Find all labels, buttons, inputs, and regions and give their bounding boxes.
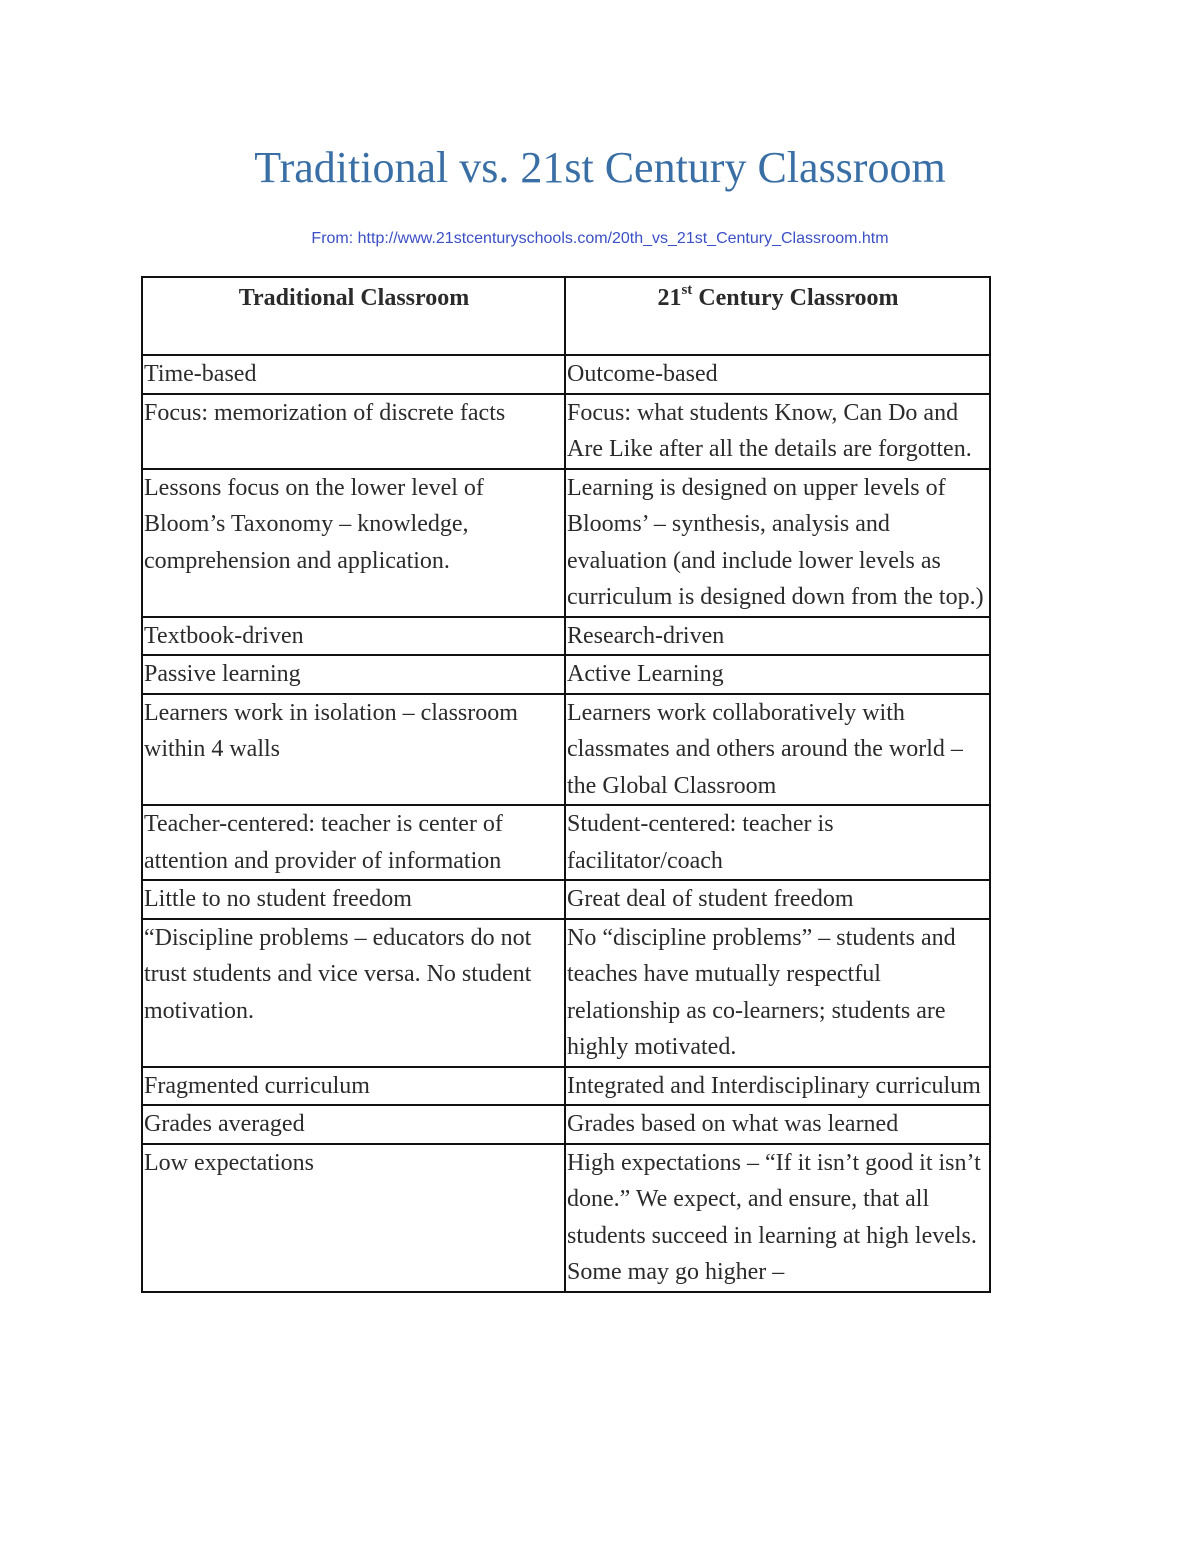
modern-cell: No “discipline problems” – students and teaches have mutually respectful relationship as co-learners; students are highly motivated. (565, 919, 990, 1067)
traditional-cell: Low expectations (142, 1144, 565, 1292)
table-row (142, 355, 990, 394)
header-traditional: Traditional Classroom (142, 277, 565, 355)
traditional-cell: Passive learning (142, 655, 565, 694)
modern-cell: Great deal of student freedom (565, 880, 990, 919)
modern-cell: Student-centered: teacher is facilitator/coach (565, 805, 990, 880)
source-label: From: (311, 230, 354, 247)
modern-cell: Grades based on what was learned (565, 1105, 990, 1144)
traditional-cell: Grades averaged (142, 1105, 565, 1144)
traditional-cell: Textbook-driven (142, 617, 565, 656)
modern-cell: Outcome-based (565, 355, 990, 394)
table-row (142, 1067, 990, 1106)
modern-cell: Learning is designed on upper levels of Blooms’ – synthesis, analysis and evaluation (and include lower levels as curriculum is designed down from the top.) (565, 469, 990, 617)
table-row (142, 805, 990, 880)
modern-cell: Integrated and Interdisciplinary curriculum (565, 1067, 990, 1106)
header-21st-suffix: Century Classroom (692, 285, 899, 311)
traditional-cell: Learners work in isolation – classroom within 4 walls (142, 694, 565, 806)
traditional-cell: Teacher-centered: teacher is center of attention and provider of information (142, 805, 565, 880)
traditional-cell: Lessons focus on the lower level of Bloom’s Taxonomy – knowledge, comprehension and application. (142, 469, 565, 617)
table-row (142, 1144, 990, 1292)
page-title: Traditional vs. 21st Century Classroom (254, 143, 946, 192)
source-line (0, 228, 1200, 250)
table-row (142, 655, 990, 694)
modern-cell: High expectations – “If it isn’t good it isn’t done.” We expect, and ensure, that all students succeed in learning at high levels. Some may go higher – (565, 1144, 990, 1292)
comparison-table (141, 276, 991, 1293)
table-row (142, 694, 990, 806)
header-21st-prefix: 21 (657, 285, 682, 311)
traditional-cell: “Discipline problems – educators do not trust students and vice versa. No student motivation. (142, 919, 565, 1067)
table-row (142, 1105, 990, 1144)
traditional-cell: Focus: memorization of discrete facts (142, 394, 565, 469)
source-url-link[interactable]: http://www.21stcenturyschools.com/20th_vs_21st_Century_Classroom.htm (357, 230, 889, 247)
header-21st-sup: st (681, 282, 693, 298)
modern-cell: Learners work collaboratively with classmates and others around the world – the Global Classroom (565, 694, 990, 806)
modern-cell: Research-driven (565, 617, 990, 656)
modern-cell: Active Learning (565, 655, 990, 694)
modern-cell: Focus: what students Know, Can Do and Are Like after all the details are forgotten. (565, 394, 990, 469)
table-row (142, 617, 990, 656)
table-row (142, 469, 990, 617)
table-row (142, 919, 990, 1067)
traditional-cell: Little to no student freedom (142, 880, 565, 919)
table-header-row (142, 277, 990, 355)
traditional-cell: Time-based (142, 355, 565, 394)
table-row (142, 880, 990, 919)
traditional-cell: Fragmented curriculum (142, 1067, 565, 1106)
table-row (142, 394, 990, 469)
header-21st-century (565, 277, 990, 355)
